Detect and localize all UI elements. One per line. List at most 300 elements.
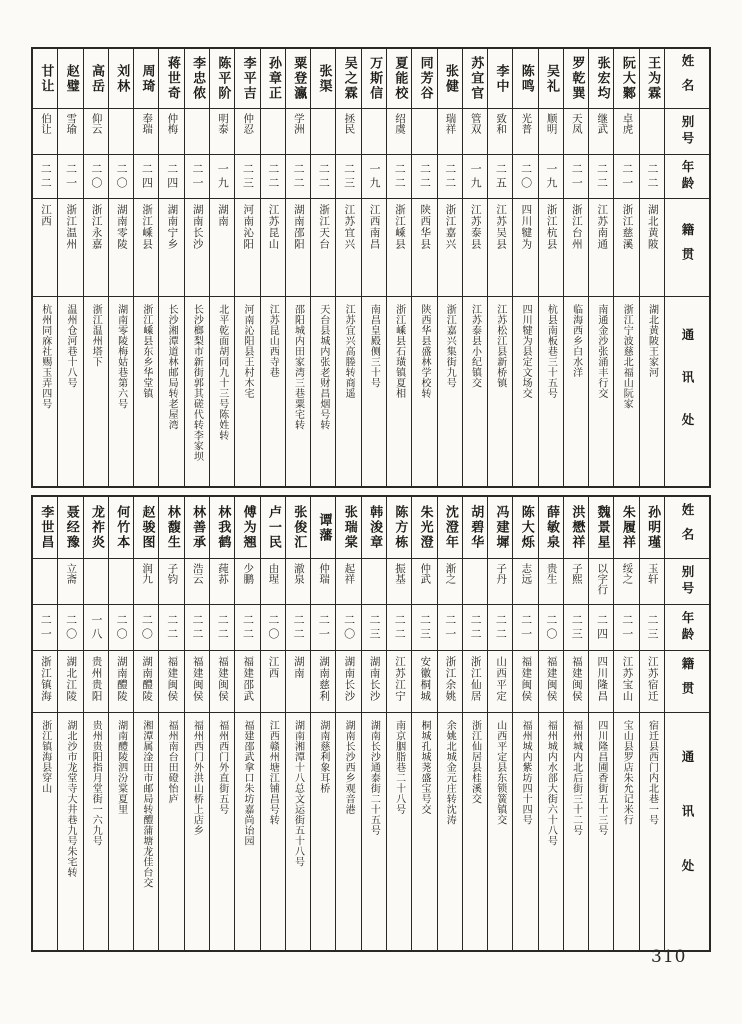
name-cell — [539, 49, 563, 109]
name-cell — [286, 497, 310, 559]
person-name: 罗乾巽 — [569, 56, 585, 101]
age-cell — [539, 155, 563, 199]
person-name: 林馥生 — [164, 505, 180, 550]
person-address: 天台县城内张老财昌烟号转 — [317, 304, 329, 430]
address-cell — [336, 297, 360, 486]
person-age: 二一 — [570, 162, 584, 191]
person-alias: 仰云 — [90, 113, 103, 134]
person-address: 湖北黄陂王家河 — [646, 304, 658, 378]
person-native-place: 浙江嵊县 — [141, 204, 154, 250]
person-column — [184, 497, 209, 950]
alias-cell — [109, 559, 133, 605]
age-cell — [539, 605, 563, 651]
person-name: 龙祚炎 — [88, 505, 104, 550]
person-address: 温州仓河巷十八号 — [65, 304, 77, 388]
address-cell — [159, 297, 183, 486]
person-alias: 仲忍 — [242, 113, 255, 134]
alias-cell — [336, 559, 360, 605]
person-column — [133, 49, 158, 486]
header-contact-label: 通讯处 — [680, 327, 695, 456]
person-name: 蒋世奇 — [164, 56, 180, 101]
native-place-cell — [33, 651, 57, 713]
person-address: 江苏泰县小纪镇交 — [469, 304, 481, 388]
name-cell — [159, 497, 183, 559]
person-column — [260, 497, 285, 950]
alias-cell — [235, 109, 259, 155]
age-cell — [33, 605, 57, 651]
person-address: 南通金沙张涌丰行交 — [595, 304, 607, 399]
header-native-cell — [665, 199, 709, 297]
name-cell — [614, 49, 638, 109]
person-native-place: 山西平定 — [495, 656, 508, 702]
name-cell — [109, 497, 133, 559]
person-column — [437, 49, 462, 486]
header-contact-label: 通讯处 — [680, 749, 695, 914]
address-cell — [488, 297, 512, 486]
native-place-cell — [109, 651, 133, 713]
person-alias: 子钧 — [166, 563, 179, 584]
person-column — [386, 497, 411, 950]
person-alias: 渐之 — [444, 563, 457, 584]
person-native-place: 江苏南通 — [596, 204, 609, 250]
name-cell — [261, 49, 285, 109]
person-native-place: 江苏江宁 — [393, 656, 406, 702]
header-name-cell — [665, 497, 709, 559]
person-name: 沈澄年 — [442, 505, 458, 550]
native-place-cell — [614, 651, 638, 713]
person-age: 二四 — [140, 162, 154, 191]
person-age: 二一 — [39, 613, 53, 642]
person-address: 福州西门外直街五号 — [216, 720, 228, 815]
name-cell — [488, 49, 512, 109]
person-address: 湖南醴陵泗汾棠夏里 — [115, 720, 127, 815]
person-name: 赵骏图 — [139, 505, 155, 550]
person-address: 湖北沙市龙堂寺大井巷九号朱宅转 — [65, 720, 77, 878]
person-name: 何竹本 — [114, 505, 130, 550]
person-name: 林我鹤 — [215, 505, 231, 550]
age-cell — [362, 605, 386, 651]
person-alias: 由瑆 — [267, 563, 280, 584]
person-age: 二二 — [266, 162, 280, 191]
registry-table-bottom — [31, 495, 711, 952]
native-place-cell — [463, 199, 487, 297]
person-columns — [33, 49, 664, 486]
person-address: 浙江宁波慈北福山阮家 — [621, 304, 633, 409]
name-cell — [33, 497, 57, 559]
age-cell — [210, 155, 234, 199]
name-cell — [286, 49, 310, 109]
native-place-cell — [640, 199, 664, 297]
person-alias: 澈泉 — [292, 563, 305, 584]
name-cell — [589, 497, 613, 559]
person-name: 周琦 — [139, 63, 155, 94]
person-alias: 子熙 — [570, 563, 583, 584]
person-address: 福建邵武拿口朱坊嘉尚诒园 — [241, 720, 253, 846]
address-cell — [640, 713, 664, 950]
person-alias: 光普 — [520, 113, 533, 134]
age-cell — [513, 605, 537, 651]
person-column — [57, 497, 82, 950]
person-age: 二二 — [165, 613, 179, 642]
header-age-cell — [665, 605, 709, 651]
person-age: 二〇 — [140, 613, 154, 642]
header-contact-cell — [665, 297, 709, 486]
person-alias: 学洲 — [292, 113, 305, 134]
person-column — [285, 497, 310, 950]
person-age: 二〇 — [115, 162, 129, 191]
name-cell — [134, 497, 158, 559]
person-native-place: 湖南长沙 — [343, 656, 356, 702]
person-native-place: 湖南醴陵 — [115, 656, 128, 702]
person-age: 一九 — [216, 162, 230, 191]
name-cell — [463, 497, 487, 559]
alias-cell — [286, 109, 310, 155]
person-name: 同芳谷 — [417, 56, 433, 101]
header-age-cell — [665, 155, 709, 199]
age-cell — [311, 605, 335, 651]
alias-cell — [589, 559, 613, 605]
person-alias: 奉瑞 — [141, 113, 154, 134]
name-cell — [210, 49, 234, 109]
person-address: 贵州贵阳指月堂街一六九号 — [90, 720, 102, 846]
person-native-place: 浙江嵊县 — [393, 204, 406, 250]
name-cell — [362, 49, 386, 109]
age-cell — [614, 605, 638, 651]
age-cell — [185, 155, 209, 199]
person-column — [512, 49, 537, 486]
person-address: 四川隆昌圃香街五十三号 — [595, 720, 607, 836]
person-address: 河南沁阳县王村木宅 — [241, 304, 253, 399]
person-name: 王为霖 — [645, 56, 661, 101]
person-address: 杭州同庥社赐玉弄四号 — [39, 304, 51, 409]
name-cell — [387, 497, 411, 559]
person-native-place: 福建闽侯 — [545, 656, 558, 702]
alias-cell — [84, 109, 108, 155]
age-cell — [109, 155, 133, 199]
person-column — [108, 49, 133, 486]
person-alias: 浩云 — [191, 563, 204, 584]
age-cell — [109, 605, 133, 651]
person-address: 湖南长沙通泰街二十五号 — [368, 720, 380, 836]
address-cell — [84, 713, 108, 950]
person-column — [184, 49, 209, 486]
native-place-cell — [185, 199, 209, 297]
native-place-cell — [286, 651, 310, 713]
header-native-label: 籍贯 — [680, 223, 695, 272]
native-place-cell — [159, 651, 183, 713]
age-cell — [134, 605, 158, 651]
person-column — [411, 49, 436, 486]
person-column — [588, 49, 613, 486]
person-age: 二一 — [317, 613, 331, 642]
person-age: 二二 — [39, 162, 53, 191]
alias-cell — [235, 559, 259, 605]
age-cell — [387, 155, 411, 199]
person-native-place: 湖南零陵 — [115, 204, 128, 250]
person-address: 福州南台田磴怡庐 — [166, 720, 178, 804]
person-name: 陈鸣 — [518, 63, 534, 94]
native-place-cell — [438, 199, 462, 297]
alias-cell — [463, 109, 487, 155]
person-column — [83, 497, 108, 950]
person-name: 林善承 — [190, 505, 206, 550]
alias-cell — [539, 559, 563, 605]
person-column — [209, 49, 234, 486]
person-alias: 绥之 — [621, 563, 634, 584]
person-name: 薛敏泉 — [544, 505, 560, 550]
address-cell — [589, 713, 613, 950]
name-cell — [362, 497, 386, 559]
native-place-cell — [261, 651, 285, 713]
address-cell — [488, 713, 512, 950]
native-place-cell — [210, 651, 234, 713]
person-native-place: 浙江杭县 — [545, 204, 558, 250]
person-alias: 瑞祥 — [444, 113, 457, 134]
header-age-label: 年龄 — [680, 611, 695, 644]
address-cell — [564, 297, 588, 486]
header-age-label: 年龄 — [680, 160, 695, 193]
person-columns — [33, 497, 664, 950]
person-name: 张宏均 — [594, 56, 610, 101]
person-native-place: 浙江台州 — [570, 204, 583, 250]
alias-cell — [58, 109, 82, 155]
person-name: 韩浚章 — [367, 505, 383, 550]
person-native-place: 湖南长沙 — [368, 656, 381, 702]
person-address: 湖南湘潭十八总文运街五十八号 — [292, 720, 304, 867]
person-alias: 润九 — [141, 563, 154, 584]
alias-cell — [513, 559, 537, 605]
person-name: 刘林 — [114, 63, 130, 94]
person-native-place: 福建闽侯 — [166, 656, 179, 702]
person-native-place: 江西南昌 — [368, 204, 381, 250]
address-cell — [235, 297, 259, 486]
age-cell — [336, 605, 360, 651]
alias-cell — [387, 109, 411, 155]
age-cell — [159, 605, 183, 651]
alias-cell — [210, 109, 234, 155]
person-column — [83, 49, 108, 486]
age-cell — [311, 155, 335, 199]
person-native-place: 湖南慈利 — [318, 656, 331, 702]
name-cell — [235, 49, 259, 109]
address-cell — [58, 297, 82, 486]
person-column — [209, 497, 234, 950]
age-cell — [33, 155, 57, 199]
address-cell — [286, 297, 310, 486]
person-address: 邵阳城内田家湾三巷粟宅转 — [292, 304, 304, 430]
person-name: 粟登瀛 — [291, 56, 307, 101]
address-cell — [362, 713, 386, 950]
person-name: 张瑞棠 — [341, 505, 357, 550]
native-place-cell — [185, 651, 209, 713]
column-headers — [664, 49, 709, 486]
person-name: 张俊汇 — [291, 505, 307, 550]
native-place-cell — [58, 651, 82, 713]
person-address: 江苏昆山西寺巷 — [267, 304, 279, 378]
person-native-place: 湖南醴陵 — [141, 656, 154, 702]
native-place-cell — [311, 651, 335, 713]
alias-cell — [614, 109, 638, 155]
name-cell — [564, 49, 588, 109]
person-age: 二三 — [570, 613, 584, 642]
person-native-place: 江苏昆山 — [267, 204, 280, 250]
person-alias: 志远 — [520, 563, 533, 584]
age-cell — [488, 155, 512, 199]
person-alias: 仲武 — [419, 563, 432, 584]
person-address: 余姚北城金元庄转沈涛 — [444, 720, 456, 825]
alias-cell — [539, 109, 563, 155]
person-alias: 顺明 — [545, 113, 558, 134]
alias-cell — [614, 559, 638, 605]
person-age: 二二 — [292, 162, 306, 191]
address-cell — [463, 297, 487, 486]
person-name: 聂经豫 — [63, 505, 79, 550]
person-native-place: 浙江嘉兴 — [444, 204, 457, 250]
alias-cell — [488, 559, 512, 605]
age-cell — [261, 155, 285, 199]
alias-cell — [311, 559, 335, 605]
person-native-place: 湖北江陵 — [65, 656, 78, 702]
native-place-cell — [412, 199, 436, 297]
address-cell — [109, 297, 133, 486]
person-alias: 致和 — [495, 113, 508, 134]
person-name: 阮大鄹 — [619, 56, 635, 101]
person-name: 朱光澄 — [417, 505, 433, 550]
person-column — [310, 49, 335, 486]
person-age: 二三 — [646, 613, 660, 642]
native-place-cell — [286, 199, 310, 297]
person-native-place: 江苏吴县 — [495, 204, 508, 250]
alias-cell — [261, 559, 285, 605]
alias-cell — [159, 559, 183, 605]
address-cell — [614, 713, 638, 950]
address-cell — [33, 713, 57, 950]
alias-cell — [33, 559, 57, 605]
name-cell — [58, 49, 82, 109]
person-alias: 继武 — [596, 113, 609, 134]
person-age: 二一 — [64, 162, 78, 191]
header-alias-cell — [665, 109, 709, 155]
native-place-cell — [564, 199, 588, 297]
address-cell — [311, 713, 335, 950]
age-cell — [640, 605, 664, 651]
alias-cell — [336, 109, 360, 155]
person-column — [512, 497, 537, 950]
person-name: 魏景星 — [594, 505, 610, 550]
address-cell — [513, 297, 537, 486]
native-place-cell — [58, 199, 82, 297]
address-cell — [185, 713, 209, 950]
native-place-cell — [134, 199, 158, 297]
page-number: 310 — [651, 947, 687, 967]
person-column — [108, 497, 133, 950]
registry-table-top — [31, 47, 711, 488]
person-age: 二五 — [494, 162, 508, 191]
alias-cell — [412, 109, 436, 155]
person-column — [386, 49, 411, 486]
person-name: 朱履祥 — [619, 505, 635, 550]
person-native-place: 浙江慈溪 — [621, 204, 634, 250]
person-address: 南京胭脂巷二十八号 — [393, 720, 405, 815]
person-alias: 少鹏 — [242, 563, 255, 584]
name-cell — [438, 49, 462, 109]
native-place-cell — [235, 199, 259, 297]
person-native-place: 浙江温州 — [65, 204, 78, 250]
column-headers — [664, 497, 709, 950]
name-cell — [463, 49, 487, 109]
age-cell — [438, 605, 462, 651]
person-column — [57, 49, 82, 486]
alias-cell — [185, 109, 209, 155]
person-alias: 管双 — [469, 113, 482, 134]
person-native-place: 福建闽侯 — [216, 656, 229, 702]
native-place-cell — [109, 199, 133, 297]
name-cell — [640, 49, 664, 109]
native-place-cell — [387, 651, 411, 713]
age-cell — [412, 155, 436, 199]
person-column — [613, 49, 638, 486]
person-age: 一八 — [89, 613, 103, 642]
age-cell — [463, 155, 487, 199]
person-age: 二二 — [418, 162, 432, 191]
address-cell — [33, 297, 57, 486]
person-native-place: 四川犍为 — [520, 204, 533, 250]
person-address: 湖南长沙西乡观音港 — [343, 720, 355, 815]
person-native-place: 浙江余姚 — [444, 656, 457, 702]
person-native-place: 湖南宁乡 — [166, 204, 179, 250]
name-cell — [640, 497, 664, 559]
person-age: 二二 — [292, 613, 306, 642]
person-address: 浙江嘉兴集街九号 — [444, 304, 456, 388]
header-name-cell — [665, 49, 709, 109]
age-cell — [412, 605, 436, 651]
name-cell — [412, 497, 436, 559]
person-name: 孙章正 — [265, 56, 281, 101]
native-place-cell — [539, 651, 563, 713]
age-cell — [362, 155, 386, 199]
age-cell — [463, 605, 487, 651]
person-native-place: 福建闽侯 — [570, 656, 583, 702]
name-cell — [387, 49, 411, 109]
age-cell — [564, 605, 588, 651]
person-age: 二〇 — [544, 613, 558, 642]
person-alias: 天凤 — [570, 113, 583, 134]
name-cell — [539, 497, 563, 559]
person-alias: 雪瑜 — [65, 113, 78, 134]
address-cell — [134, 713, 158, 950]
address-cell — [463, 713, 487, 950]
person-alias: 贵生 — [545, 563, 558, 584]
person-address: 浙江嵊县石璜镇夏相 — [393, 304, 405, 399]
address-cell — [412, 297, 436, 486]
person-column — [33, 497, 57, 950]
person-address: 临海西乡白水洋 — [570, 304, 582, 378]
person-age: 二〇 — [115, 613, 129, 642]
person-native-place: 江西 — [267, 656, 280, 679]
person-age: 二〇 — [64, 613, 78, 642]
header-native-cell — [665, 651, 709, 713]
person-age: 二一 — [620, 613, 634, 642]
alias-cell — [387, 559, 411, 605]
name-cell — [412, 49, 436, 109]
name-cell — [185, 497, 209, 559]
person-column — [158, 49, 183, 486]
age-cell — [640, 155, 664, 199]
person-column — [437, 497, 462, 950]
name-cell — [58, 497, 82, 559]
person-name: 李平吉 — [240, 56, 256, 101]
person-age: 二二 — [469, 613, 483, 642]
